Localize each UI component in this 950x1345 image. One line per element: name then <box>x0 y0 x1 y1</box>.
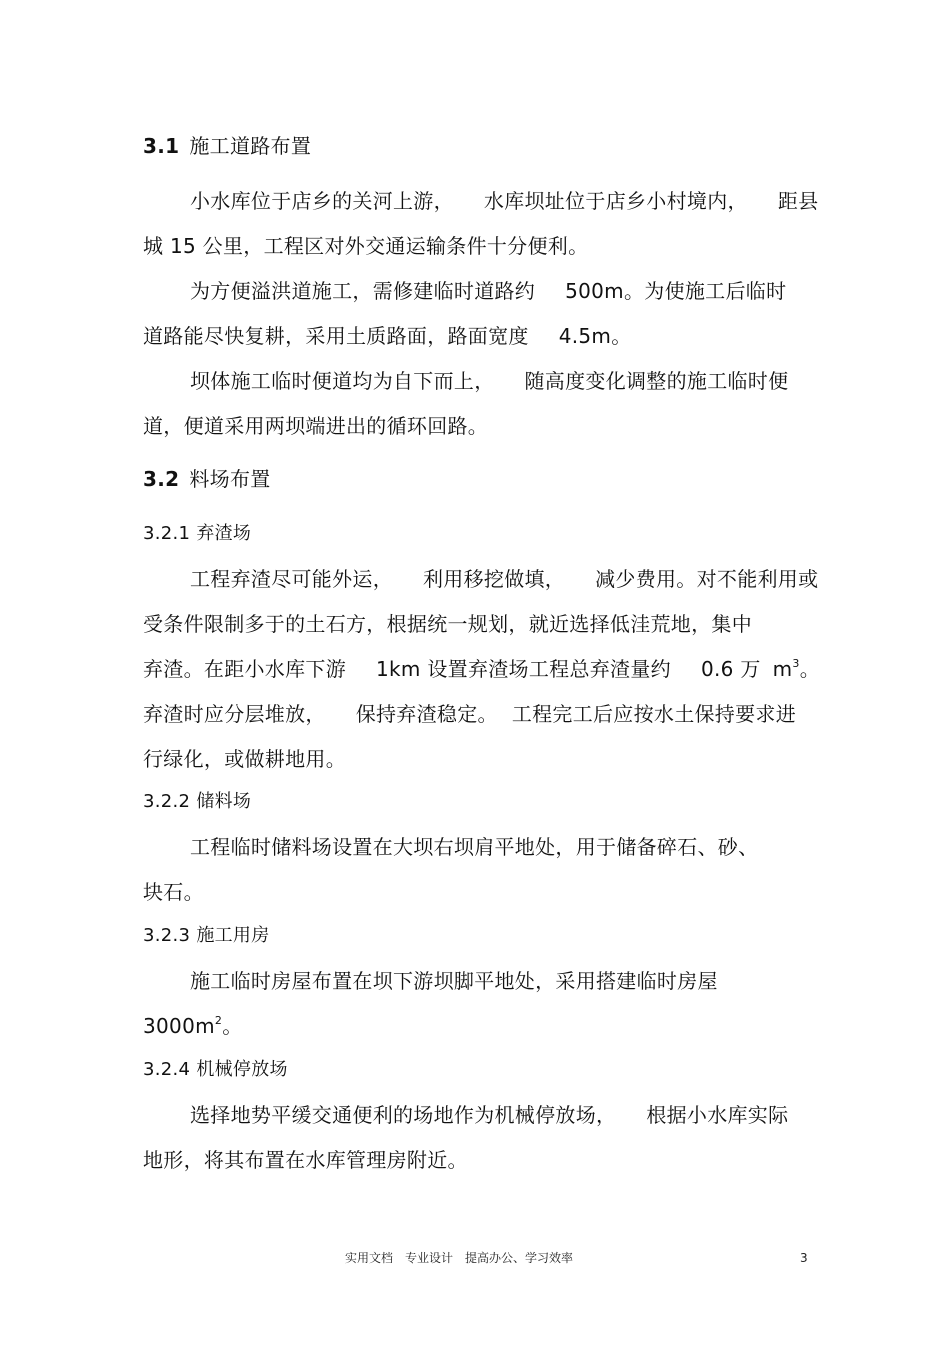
subsection-heading: 3.2.1 弃渣场 <box>143 523 252 544</box>
paragraph-line: 道，便道采用两坝端进出的循环回路。 <box>143 414 489 438</box>
paragraph-line: 弃渣。在距小水库下游 1km 设置弃渣场工程总弃渣量约 0.6 万 $m^3$。 <box>143 657 821 681</box>
section-heading-3-1 <box>143 131 311 161</box>
footer-text: 实用文档 专业设计 提高办公、学习效率 <box>345 1251 574 1265</box>
paragraph-line: 行绿化，或做耕地用。 <box>143 747 346 771</box>
page-number: 3 <box>800 1251 808 1265</box>
paragraph-line: 地形，将其布置在水库管理房附近。 <box>143 1148 468 1172</box>
paragraph-line: 工程临时储料场设置在大坝右坝肩平地处，用于储备碎石、砂、 <box>190 835 759 859</box>
paragraph-line: 道路能尽快复耕，采用土质路面，路面宽度 4.5m。 <box>143 324 632 348</box>
section-title: 料场布置 <box>189 467 271 491</box>
subsection-heading: 3.2.4 机械停放场 <box>143 1059 288 1080</box>
paragraph-line: 坝体施工临时便道均为自下而上， 随高度变化调整的施工临时便 <box>190 369 789 393</box>
paragraph-line: 施工临时房屋布置在坝下游坝脚平地处，采用搭建临时房屋 <box>190 969 718 993</box>
subsection-heading: 3.2.2 储料场 <box>143 791 252 812</box>
subsection-heading: 3.2.3 施工用房 <box>143 925 270 946</box>
section-heading-3-2 <box>143 464 271 494</box>
paragraph-line: 受条件限制多于的土石方，根据统一规划，就近选择低洼荒地，集中 <box>143 612 752 636</box>
paragraph-line: 为方便溢洪道施工，需修建临时道路约 500m。为使施工后临时 <box>190 279 787 303</box>
section-title: 施工道路布置 <box>189 134 312 158</box>
paragraph-line: $3000m^2$。 <box>143 1014 243 1038</box>
section-number: 3.2 <box>143 467 180 491</box>
paragraph-line: 城 15 公里，工程区对外交通运输条件十分便利。 <box>143 234 589 258</box>
paragraph-line: 工程弃渣尽可能外运， 利用移挖做填， 减少费用。对不能利用或 <box>190 567 819 591</box>
paragraph-line: 小水库位于店乡的关河上游， 水库坝址位于店乡小村境内， 距县 <box>190 189 819 213</box>
paragraph-line: 块石。 <box>143 880 204 904</box>
paragraph-line: 弃渣时应分层堆放， 保持弃渣稳定。 工程完工后应按水土保持要求进 <box>143 702 797 726</box>
paragraph-line: 选择地势平缓交通便利的场地作为机械停放场， 根据小水库实际 <box>190 1103 789 1127</box>
section-number: 3.1 <box>143 134 180 158</box>
